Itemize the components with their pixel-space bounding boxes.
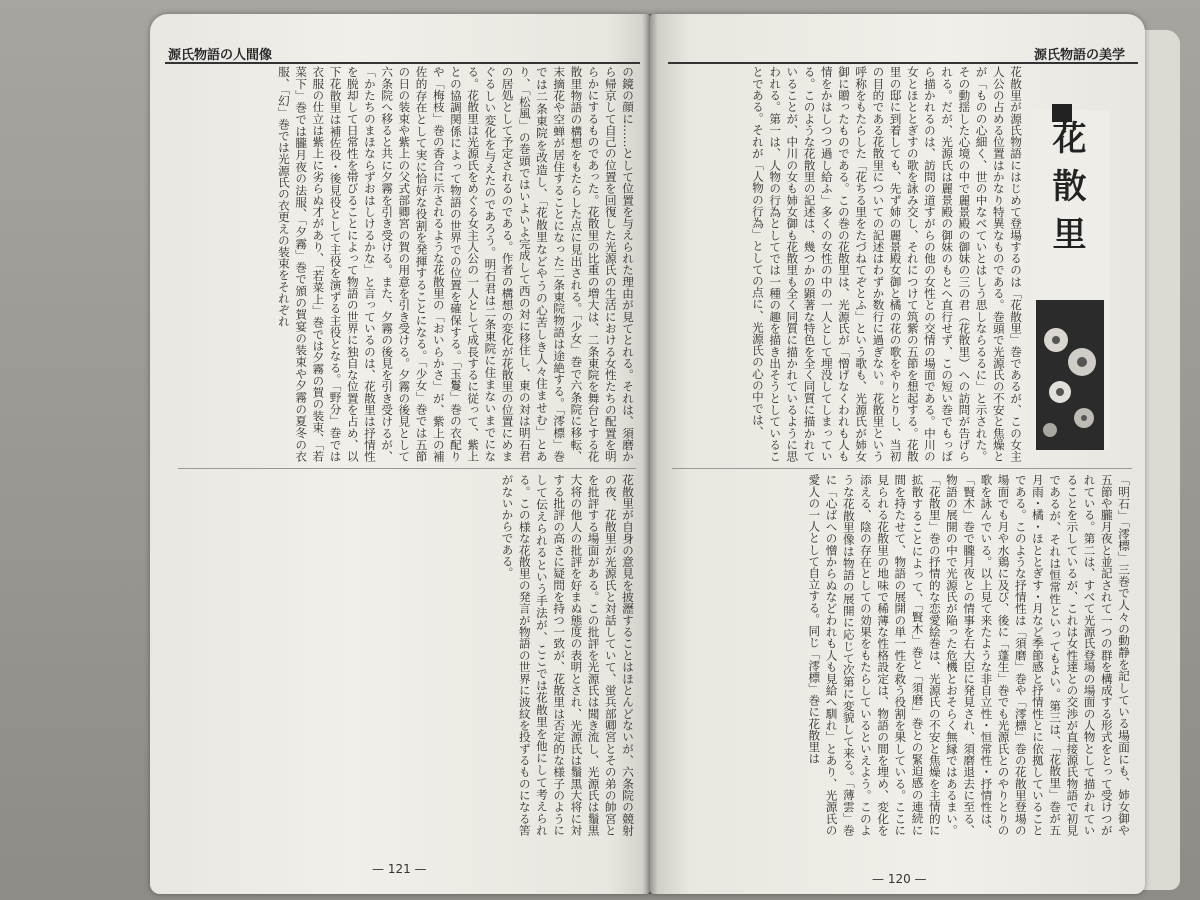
book-gutter (642, 14, 658, 894)
right-upper-text: 花散里が源氏物語にはじめて登場するのは「花散里」巻であるが、この女主人公の占める位置はかなり特異なものである。巻頭で光源氏の不安と焦燥とが「ものの心細く、世の中なべていとはしう思しならるるに」と示された。その動揺した心境の中で麗景殿の御妹の三の君（花散里）への訪問が告げられる。だが、光源氏は麗景殿の御妹のもとへ直行せず、この短い巻でもっぱら描かれるのは、訪問の道すがらの他の女性との交情の場面である。中川の女とほととぎすの歌を詠み交し、それにつけて筑紫の五節を想起する。花散里の邸に到着しても、先ず姉の麗景殿女御と橘の花の歌をやりとりし、当初の目的である花散里についての記述はわずか数行に過ぎない。花散里という呼称をもたらした「花ちる里をたづねてぞとふ」という歌も、光源氏が姉女御に贈ったものである。この巻の花散里は、光源氏が「憎げなくわれも人も情をかはしつつ過し給ふ」多くの女性の中の一人として埋没してしまっている。このような花散里の記述は、幾つかの顕著な特色を全く同質に描かれていることが、中川の女も姉女御も花散里も全く同質に描かれているように思われる。第一は、人物の行為としてでは一種の趣を描き出そうとしていることである。それが「人物の行為」としての点に、光源氏の心の中では、 (750, 66, 1023, 462)
right-page-number: — 120 — (872, 872, 927, 886)
right-section-divider (672, 468, 1132, 469)
book-edge (1140, 30, 1180, 890)
chapter-title: 花散里 (1046, 120, 1086, 264)
left-page-number: — 121 — (372, 862, 427, 876)
left-section-divider (178, 468, 636, 469)
flower-photo (1036, 300, 1104, 450)
left-running-header: 源氏物語の人間像 (168, 48, 273, 63)
left-upper-text: の鏡の顔に……として位置を与えられた理由が見てとれる。それは、須磨から帰京して自己の位置を回復した光源氏の生活における女性たちの配置を明らかにするものであった。花散里の比重の増大は、二条東院を舞台とする花散里物語の構想をもたらした点に見出される。「少女」巻で六条院に移転、末摘花や空蝉が居住することになった二条東院物語は途絶する。「澪標」巻では二条東院を改造し、「花散里などやうの心苦しき人々住ませむ」とあり、「松風」の巻頭ではいよいよ完成して西の対に移住し、東の対は明石君の居処として予定されるのである。作者の構想の変化が花散里の位置にめまぐるしい変化を与えたのであろう。明石君は二条東院に住まないまでになる。花散里は光源氏をめぐる女主人公の一人として成長するに従って、紫上との協調関係によって物語の世界での位置を確保する。「玉鬘」巻の衣配りや「梅枝」巻の香合に示されるような花散里の「おいらかさ」が、紫上の補佐的存在として実に恰好な役割を発揮することになる。「少女」巻では五節の日の装束や紫上の父式部卿宮の賀の用意を引き受ける。夕霧の後見として六条院へ移ると共に夕霧を引き受ける。また、夕霧の後見を引き受けるが、「かたちのまほならずおはしけるかな」と言っているのは、花散里は抒情性を脱却して日常性を帯びることによって物語の世界に独自な位置を占め、以下花散里は補佐役・後見役として主役を演ずる主役となる。「野分」巻では衣服の仕立は紫上に劣らぬ才があり、「若菜上」巻では夕霧の賀の装束、「若菜下」巻では朧月夜の法服、「夕霧」巻で頒の賀宴の装束や夕霧の夏冬の衣服、「幻」巻では光源氏の衣更えの装束をそれぞれ (276, 66, 635, 462)
left-lower-text: 花散里が自身の意見を披瀝することはほとんどないが、六条院の競射の夜、花散里が光源氏と対話していて、蛍兵部卿宮とその弟の帥宮とを批評する場面がある。この批評を光源氏は聞き流し、光源氏は鬚黒大将の他人の批評を好まぬ態度の表明とされ、光源氏は鬚黒大将に対する批評の高さに疑問を持つ一致が、花散里は否定的な様子のようにして伝えられるという手法が、ここでは花散里を他にして考えられる。この様な花散里の発言が物語の世界に波紋を投ずるものになる筈がないからである。 (500, 474, 635, 836)
right-lower-text: 「明石」「澪標」三巻で人々の動静を記している場面にも、姉女御や五節や朧月夜と並記されて一つの群を構成する形式をとって受けつがれている。第二は、すべて光源氏登場の場面の人物として描かれていることを示しているが、これは女性達との交渉が直接源氏物語で初見であるが、それは恒常性といってもよい。第三は、「花散里」巻が五月雨・橘・ほととぎす・月など季節感と抒情性とに依拠していることである。このような抒情性は「須磨」巻や「澪標」巻の花散里登場の場面でも月や水鶏に及び、後に「蓬生」巻でも光源氏とのやりとりの歌を詠んでいる。以上見て来たような非自立性・恒常性・抒情性は、「賢木」巻で朧月夜との情事を右大臣に発見され、須磨退去に至る、物語の展開の中で光源氏が陥った危機とおそらく無縁ではあるまい。「花散里」巻の抒情的な恋愛絵巻は、光源氏の不安と焦燥を主情的に拡散することによって、「賢木」巻と「須磨」巻との緊迫感の連続に間を持たせて、物語の展開の単一性を救う役割を果している。ここに見られる花散里の地味で稀薄な性格設定は、物語の間を埋め、変化を添える、陰の存在としての効果をもたらしているといえよう。このような花散里像は物語の展開に応じて次第に変貌して来る。「薄雲」巻に「心ばへの憎からぬなどわれも人も見給へ馴れ」とあり、光源氏の愛人の一人として自立する。同じ「澪標」巻に花散里は (807, 474, 1131, 836)
right-running-header: 源氏物語の美学 (1034, 48, 1126, 63)
flower-illustration (1036, 300, 1104, 450)
